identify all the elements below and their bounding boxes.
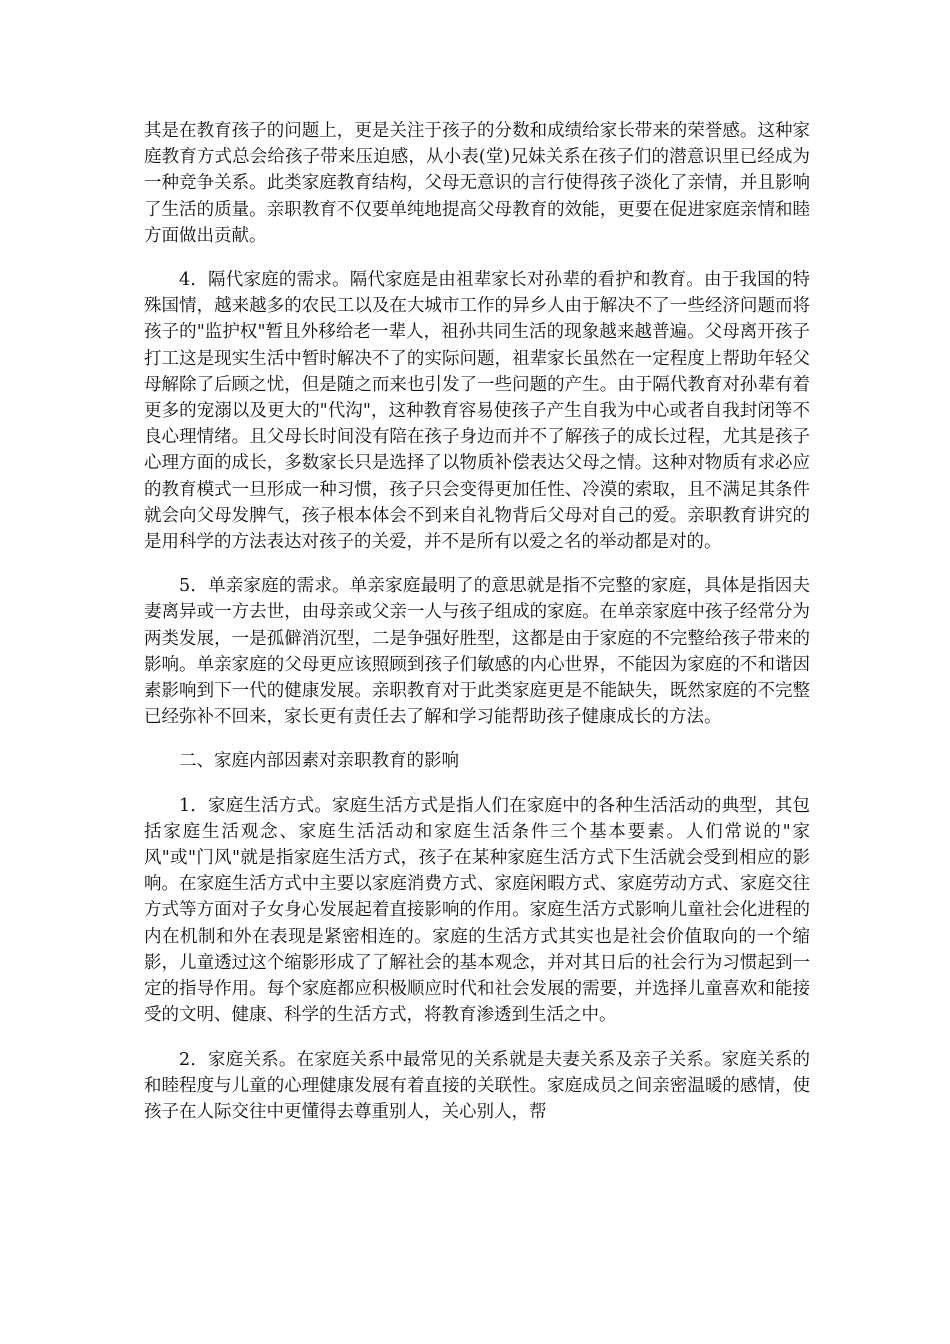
section-heading: 二、家庭内部因素对亲职教育的影响 bbox=[179, 751, 459, 772]
paragraph-family-lifestyle: 1．家庭生活方式。家庭生活方式是指人们在家庭中的各种生活活动的典型，其包括家庭生活观念、家庭生活活动和家庭生活条件三个基本要素。人们常说的"家风"或"门风"就是指家庭生活方式，孩子在某种家庭生活方式下生活就会受到相应的影响。在家庭生活方式中主要以家庭消费方式、家庭闲暇方式、家庭劳动方式、家庭交往方式等方面对子女身心发展起着直接影响的作用。家庭生活方式影响儿童社会化进程的内在机制和外在表现是紧密相连的。家庭的生活方式其实也是社会价值取向的一个缩影，儿童透过这个缩影形成了了解社会的基本观念，并对其日后的社会行为习惯起到一定的指导作用。每个家庭都应积极顺应时代和社会发展的需要，并选择儿童喜欢和能接受的文明、健康、科学的生活方式，将教育渗透到生活之中。 bbox=[144, 795, 810, 1026]
paragraph-family-relations: 2．家庭关系。在家庭关系中最常见的关系就是夫妻关系及亲子关系。家庭关系的和睦程度与儿童的心理健康发展有着直接的关联性。家庭成员之间亲密温暖的感情，使孩子在人际交往中更懂得去尊重别人，关心别人，帮 bbox=[144, 1049, 810, 1122]
document-page bbox=[144, 118, 810, 1125]
paragraph-continued: 其是在教育孩子的问题上，更是关注于孩子的分数和成绩给家长带来的荣誉感。这种家庭教育方式总会给孩子带来压迫感，从小表(堂)兄妹关系在孩子们的潜意识里已经成为一种竞争关系。此类家庭教育结构，父母无意识的言行使得孩子淡化了亲情，并且影响了生活的质量。亲职教育不仅要单纯地提高父母教育的效能，更要在促进家庭亲情和睦方面做出贡献。 bbox=[144, 121, 810, 246]
paragraph-skip-generation-family: 4．隔代家庭的需求。隔代家庭是由祖辈家长对孙辈的看护和教育。由于我国的特殊国情，越来越多的农民工以及在大城市工作的异乡人由于解决不了一些经济问题而将孩子的"监护权"暂且外移给老一辈人，祖孙共同生活的现象越来越普遍。父母离开孩子打工这是现实生活中暂时解决不了的实际问题，祖辈家长虽然在一定程度上帮助年轻父母解除了后顾之忧，但是随之而来也引发了一些问题的产生。由于隔代教育对孙辈有着更多的宠溺以及更大的"代沟"，这种教育容易使孩子产生自我为中心或者自我封闭等不良心理情绪。且父母长时间没有陪在孩子身边而并不了解孩子的成长过程，尤其是孩子心理方面的成长，多数家长只是选择了以物质补偿表达父母之情。这种对物质有求必应的教育模式一旦形成一种习惯，孩子只会变得更加任性、冷漠的索取，且不满足其条件就会向父母发脾气，孩子根本体会不到来自礼物背后父母对自己的爱。亲职教育讲究的是用科学的方法表达对孩子的关爱，并不是所有以爱之名的举动都是对的。 bbox=[144, 270, 810, 553]
paragraph-single-parent-family: 5．单亲家庭的需求。单亲家庭最明了的意思就是指不完整的家庭，具体是指因夫妻离异或一方去世，由母亲或父亲一人与孩子组成的家庭。在单亲家庭中孩子经常分为两类发展，一是孤僻消沉型，二是争强好胜型，这都是由于家庭的不完整给孩子带来的影响。单亲家庭的父母更应该照顾到孩子们敏感的内心世界，不能因为家庭的不和谐因素影响到下一代的健康发展。亲职教育对于此类家庭更是不能缺失，既然家庭的不完整已经弥补不回来，家长更有责任去了解和学习能帮助孩子健康成长的方法。 bbox=[144, 576, 810, 728]
